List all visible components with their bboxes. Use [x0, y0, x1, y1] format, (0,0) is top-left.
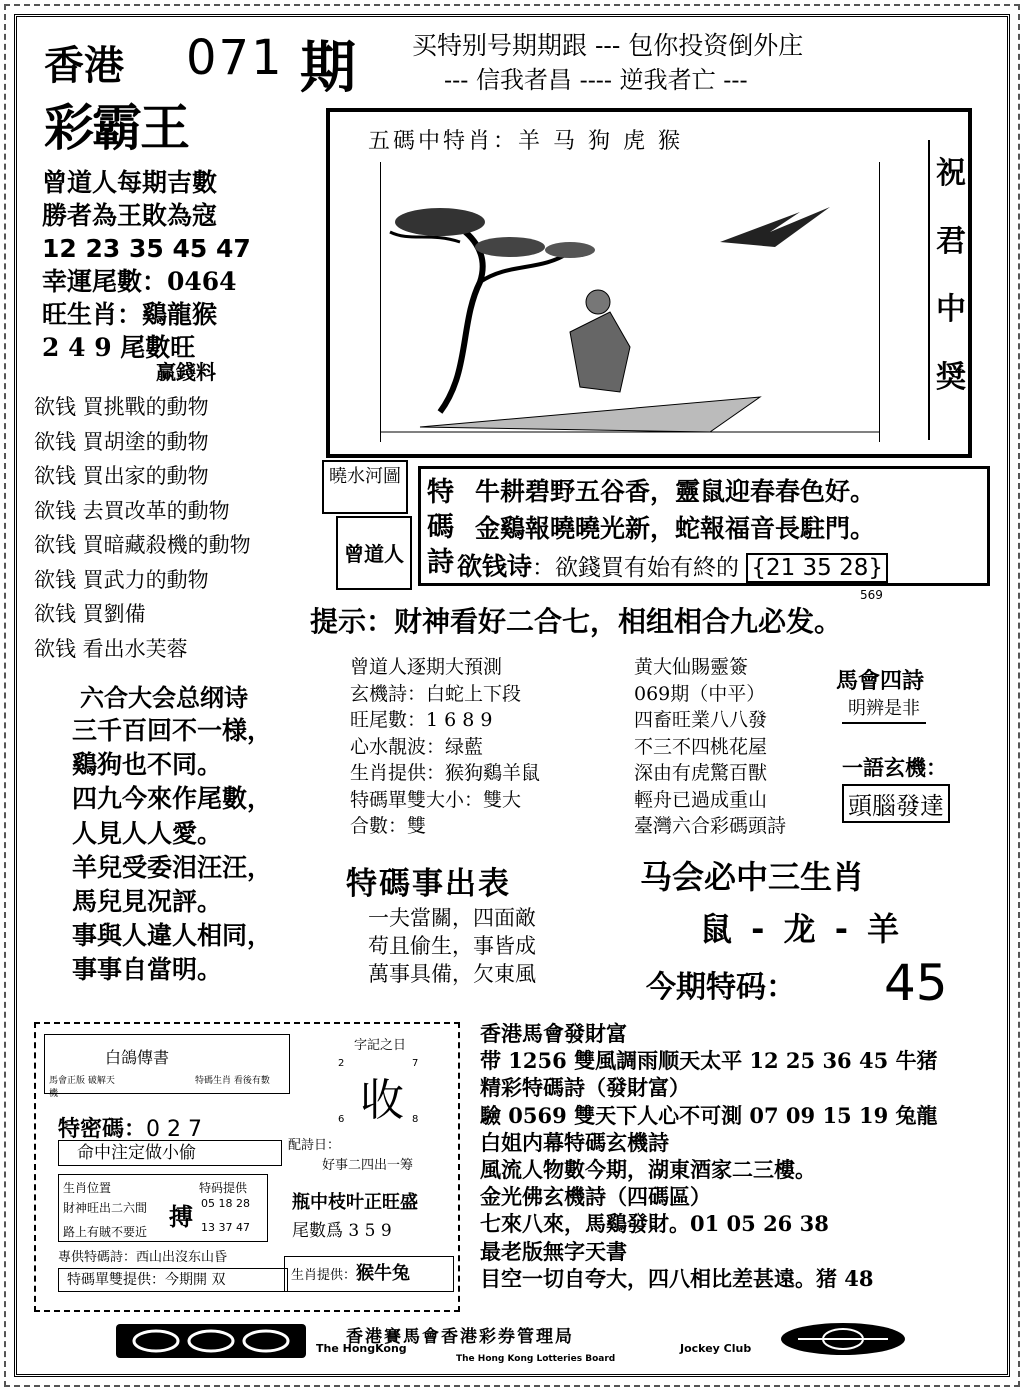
shengxiao-value: 猴牛兔: [356, 1263, 411, 1284]
zhuanti: 專供特碼詩：西山出沒东山昏: [58, 1250, 228, 1265]
zeng-poem-line: 苟且偷生，事皆成: [368, 934, 536, 958]
poem-text: ：欲錢買有始有終的: [532, 555, 740, 581]
jinqi-label: 今期特码：: [646, 970, 796, 1005]
side-char: 中: [936, 292, 966, 327]
huang-line: 深由有虎驚百獸: [634, 762, 768, 784]
info-line: 2 4 9 尾數旺: [42, 333, 196, 362]
liuhe-line: 事事自當明。: [72, 955, 223, 985]
footer-en-1: The HongKong: [316, 1342, 407, 1355]
footer-en-2: Jockey Club: [680, 1342, 752, 1355]
yiyu-answer: 頭腦發達: [842, 784, 950, 823]
teli-row: [58, 1112, 202, 1143]
slip-table: [58, 1174, 268, 1242]
right-list-line: 七來八來，馬鷄發財。01 05 26 38: [480, 1211, 829, 1237]
zi-num: 2: [338, 1058, 345, 1069]
pigeon-slip: [34, 1022, 460, 1312]
liuhe-line: 鷄狗也不同。: [72, 750, 223, 780]
info-line: 12 23 35 45 47: [42, 234, 251, 263]
right-list-line: 带 1256 雙風調雨顺天太平 12 25 36 45 牛猪: [480, 1048, 938, 1074]
liuhe-line: 事與人違人相同，: [72, 921, 273, 951]
zi-num: 8: [412, 1114, 419, 1125]
table-cell: 財神旺出二六間: [63, 1201, 148, 1215]
liuhe-line: 馬兒見况評。: [72, 887, 223, 917]
win-item: 欲钱 買挑戰的動物: [34, 395, 209, 419]
info-line: 勝者為王敗為寇: [42, 201, 218, 230]
slip-title: 白鴿傳書: [105, 1048, 170, 1067]
slogan-2: --- 信我者昌 ---- 逆我者亡 ---: [444, 66, 748, 94]
picture-caption: 五碼中特肖：羊 马 狗 虎 猴: [368, 129, 683, 154]
huang-line: 臺灣六合彩碼頭詩: [634, 815, 787, 837]
side-blessing: [928, 140, 972, 440]
win-item: 欲钱 買武力的動物: [34, 567, 209, 592]
info-line: 幸運尾數：0464: [42, 267, 237, 296]
poem-label: 特: [427, 477, 454, 508]
poem-label: 詩: [427, 547, 454, 578]
info-line: 曾道人每期吉數: [42, 168, 218, 197]
right-list-line: 風流人物數今期，湖東酒家二三樓。: [480, 1157, 816, 1183]
poem-line: 金鷄報曉曉光新，蛇報福音長駐門。: [475, 514, 876, 543]
poem-labels: [427, 475, 454, 580]
win-list: [34, 390, 251, 666]
stamp-river: [322, 460, 408, 514]
danshuang-text: 特碼單雙提供：今期開 双: [67, 1272, 226, 1288]
poem-prefix: 欲钱诗: [457, 552, 533, 581]
zeng-line: 心水靚波：绿藍: [350, 735, 484, 758]
win-title: 赢錢料: [156, 360, 216, 384]
left-info: [42, 166, 251, 364]
mahui-sub: 明辨是非: [842, 694, 926, 724]
zeng-line: 生肖提供：猴狗鷄羊鼠: [350, 762, 541, 784]
teli-label: 特密碼：: [58, 1116, 147, 1142]
mahui-banner: 马会必中三生肖: [640, 858, 865, 896]
right-list: [480, 1020, 938, 1292]
liuhe-line: 人見人人愛。: [72, 818, 223, 848]
table-cell: 特码提供: [199, 1181, 248, 1195]
win-item: 欲钱 買劉備: [34, 602, 146, 626]
zeng-poem: [368, 904, 536, 988]
huang-line: 輕舟已過成重山: [634, 788, 768, 811]
table-cell: 生肖位置: [63, 1181, 112, 1195]
footer-logo-right: [778, 1320, 908, 1358]
win-item: 欲钱 去買改革的動物: [34, 498, 230, 523]
liuhe-title: 六合大会总纲诗: [80, 683, 248, 712]
hint-small-numbers: 569: [860, 588, 883, 602]
danshuang-box: [58, 1268, 288, 1292]
info-line: 旺生肖：鷄龍猴: [42, 300, 218, 329]
stamp-zeng: [336, 516, 412, 590]
ping-text: 瓶中枝叶正旺盛: [292, 1192, 418, 1213]
liuhe-line: 四九今來作尾數，: [72, 784, 273, 814]
side-char: 君: [936, 224, 966, 259]
huang-line: 069期（中平）: [634, 682, 766, 705]
zi-title: 字記之日: [353, 1038, 406, 1053]
mingzhong-text: 命中注定做小偷: [77, 1143, 196, 1163]
right-list-line: 香港馬會發財富: [480, 1021, 627, 1046]
zeng-prediction: [350, 654, 540, 840]
table-cell: 13 37 47: [201, 1221, 250, 1234]
right-list-line: 精彩特碼詩（發財富）: [480, 1075, 690, 1101]
table-cell: 路上有賊不要近: [63, 1225, 148, 1239]
zeng-line: 特碼單雙大小：雙大: [350, 788, 522, 811]
table-cell: 05 18 28: [201, 1197, 250, 1210]
slip-left-small: 馬會正版 破解天機: [49, 1076, 115, 1099]
zeng-poem-line: 萬事具備，欠東風: [368, 962, 536, 986]
right-list-line: 驗 0569 雙天下人心不可測 07 09 15 19 兔龍: [480, 1102, 938, 1128]
zeng-line: 旺尾數：1 6 8 9: [350, 709, 493, 731]
zi-num: 6: [338, 1114, 345, 1125]
table-big-char: 搏: [169, 1202, 193, 1231]
win-item: 欲钱 買胡塗的動物: [34, 429, 209, 454]
footer-logo-left: [116, 1324, 306, 1358]
logo-text: 彩霸王: [44, 98, 188, 157]
slip-header: [44, 1034, 290, 1099]
special-number: 45: [884, 954, 948, 1012]
zeng-line: 曾道人逐期大預測: [350, 656, 503, 678]
footer-en-3: The Hong Kong Lotteries Board: [456, 1354, 616, 1364]
liuhe-line: 羊兒受委泪汪汪，: [72, 852, 273, 882]
right-list-line: 金光佛玄機詩（四碼區）: [480, 1184, 711, 1210]
pei-text: 好事二四出一筹: [322, 1158, 414, 1173]
teli-value: 0 2 7: [146, 1117, 202, 1142]
poem-line: 牛耕碧野五谷香，靈鼠迎春春色好。: [475, 477, 876, 506]
mingzhong-box: [58, 1140, 282, 1166]
zeng-line: 玄機詩：白蛇上下段: [350, 682, 522, 705]
zi-char: 收: [360, 1075, 404, 1126]
huang-daxian: [634, 654, 786, 840]
huang-line: 四畜旺業八八發: [634, 709, 768, 731]
right-list-line: 目空一切自夸大，四八相比差甚遠。猪 48: [480, 1265, 874, 1291]
slip-right-small: 特碼生肖 看後有數: [195, 1076, 270, 1086]
slogan-1: 买特别号期期跟 --- 包你投资倒外庄: [412, 31, 804, 60]
liuhe-line: 三千百回不一様，: [72, 716, 273, 745]
win-item: 欲钱 看出水芙蓉: [34, 636, 188, 661]
zi-num: 7: [412, 1058, 419, 1069]
mahui-title: 馬會四詩: [836, 668, 925, 694]
issue-number: 071: [186, 30, 284, 86]
zeng-line: 合數：雙: [350, 815, 427, 837]
issue-suffix: 期: [300, 35, 356, 101]
picture-frame: [326, 108, 972, 458]
zeng-banner: 特碼事出表: [346, 866, 511, 902]
yiyu-label: 一語玄機：: [842, 755, 947, 780]
mahui-animals: 鼠 - 龙 - 羊: [700, 910, 904, 948]
poem-line-3: [457, 547, 888, 583]
pei-label: 配詩日：: [288, 1138, 341, 1153]
zeng-poem-line: 一夫當關，四面敵: [368, 906, 536, 930]
side-char: 奨: [936, 360, 966, 395]
liuhe-poem: [72, 714, 272, 988]
side-char: 祝: [936, 156, 966, 191]
zi-block: [320, 1034, 440, 1126]
poem-label: 碼: [427, 512, 454, 543]
stamp-text: 曉水河圖: [329, 466, 401, 487]
win-item: 欲钱 買暗藏殺機的動物: [34, 533, 251, 557]
shengxiao-label: 生肖提供：: [291, 1268, 357, 1283]
painting-illustration: [380, 162, 880, 442]
brand-label: 香港: [44, 43, 124, 89]
win-item: 欲钱 買出家的動物: [34, 464, 209, 488]
stamp-text: 曾道人: [344, 542, 404, 566]
right-list-line: 白姐内幕特碼玄機詩: [480, 1129, 669, 1155]
huang-line: 不三不四桃花屋: [634, 735, 768, 758]
right-list-line: 最老版無字天書: [480, 1238, 627, 1264]
shengxiao-box: [284, 1256, 454, 1292]
footer-cn: 香港賽馬會香港彩券管理局: [346, 1327, 574, 1347]
huang-line: 黄大仙賜靈簽: [634, 656, 749, 678]
weishu-text: 尾數爲 3 5 9: [292, 1221, 392, 1241]
special-poem-box: [418, 466, 990, 586]
poem-lines: [475, 473, 875, 547]
poem-numbers: {21 35 28}: [746, 553, 888, 583]
hint-text: 提示：财神看好二合七，相组相合九必发。: [310, 605, 843, 638]
